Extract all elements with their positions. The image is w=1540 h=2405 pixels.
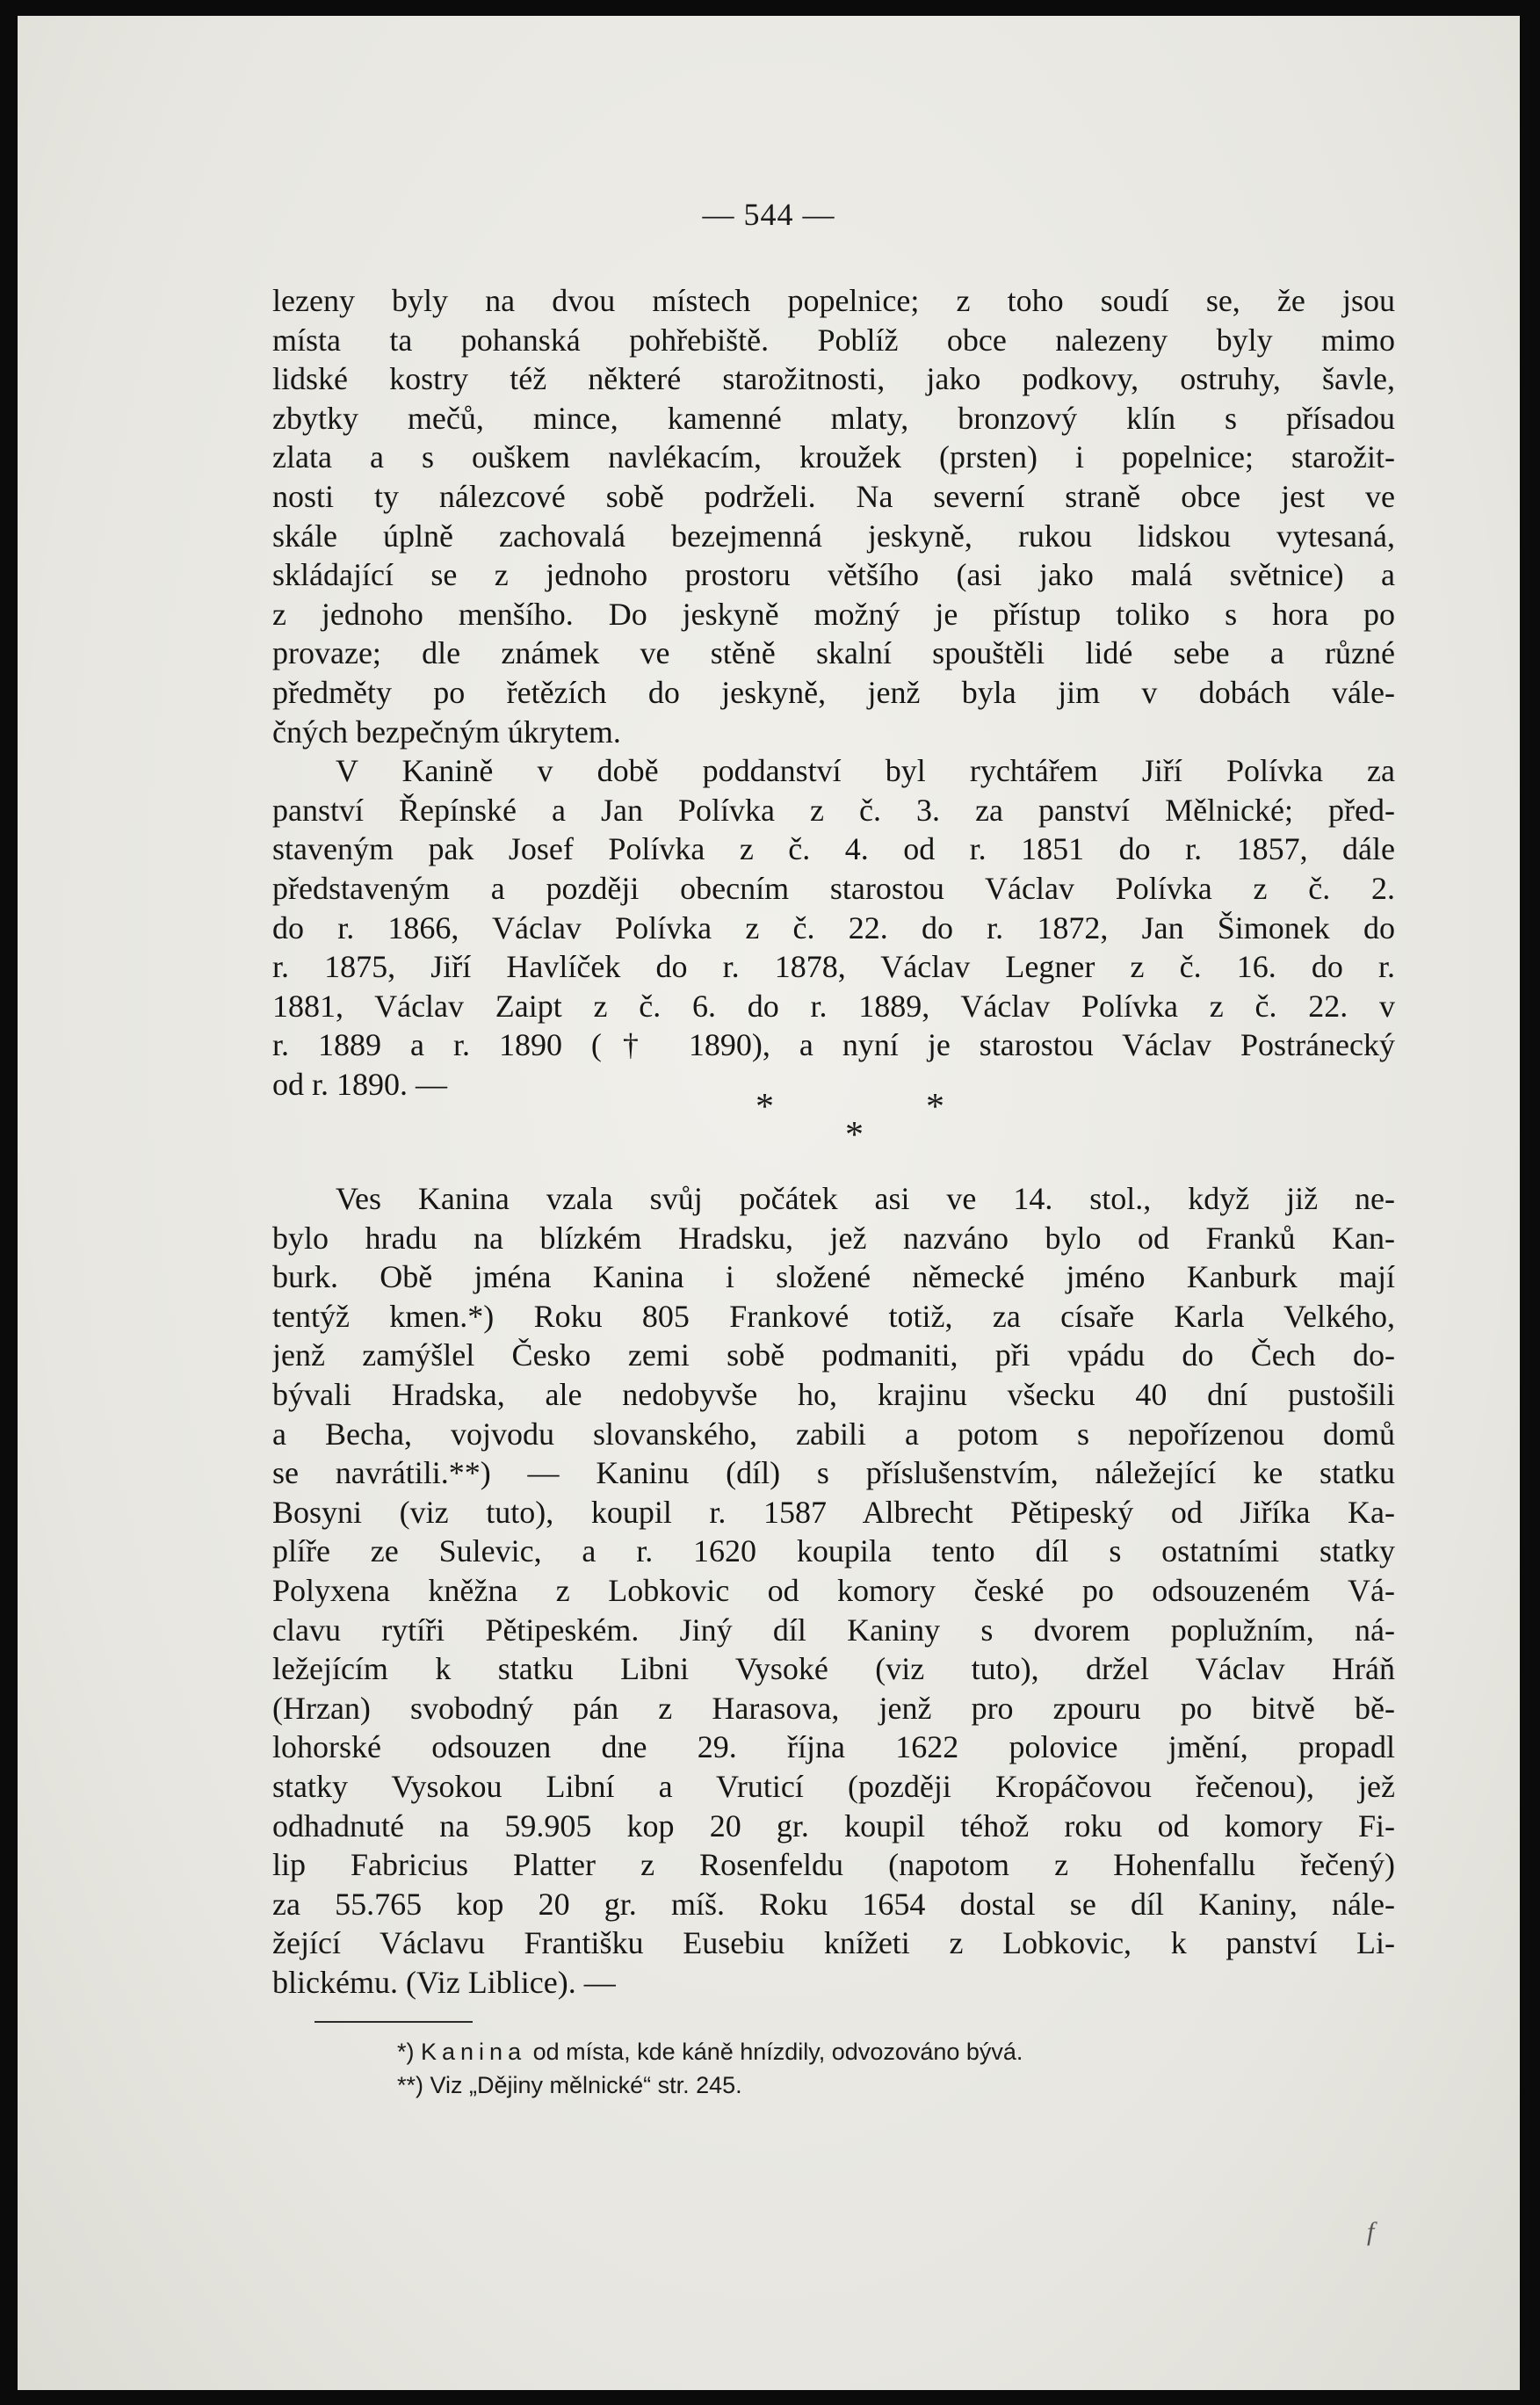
text-line: Bosyni (viz tuto), koupil r. 1587 Albrecht Pětipeský od Jiříka Ka- [272,1494,1395,1530]
text-line: V Kanině v době poddanství byl rychtářem Jiří Polívka za [336,753,1395,789]
footnote-1-word: Kanina [421,2039,527,2065]
text-line: za 55.765 kop 20 gr. míš. Roku 1654 dostal se díl Kaniny, nále- [272,1886,1395,1922]
text-line: lidské kostry též některé starožitnosti, jako podkovy, ostruhy, šavle, [272,361,1395,397]
footnote-1-text: od místa, kde káně hnízdily, odvozováno bývá. [532,2039,1023,2065]
text-line: skále úplně zachovalá bezejmenná jeskyně, rukou lidskou vytesaná, [272,518,1395,554]
text-line: r. 1875, Jiří Havlíček do r. 1878, Václav Legner z č. 16. do r. [272,949,1395,985]
margin-mark: f [1367,2217,1375,2246]
text-line: čných bezpečným úkrytem. [272,714,621,750]
text-line: Ves Kanina vzala svůj počátek asi ve 14. stol., když již ne- [336,1181,1395,1216]
asterisk: * [845,1115,864,1155]
text-line: clavu rytíři Pětipeském. Jiný díl Kaniny s dvorem poplužním, ná- [272,1612,1395,1648]
text-line: nosti ty nálezcové sobě podrželi. Na severní straně obce jest ve [272,478,1395,514]
text-line: lip Fabricius Platter z Rosenfeldu (napotom z Hohenfallu řečený) [272,1847,1395,1883]
text-line: z jednoho menšího. Do jeskyně možný je přístup toliko s hora po [272,596,1395,632]
text-line: zlata a s ouškem navlékacím, kroužek (prsten) i popelnice; starožit- [272,439,1395,475]
asterisk: * [926,1087,944,1127]
text-line: lohorské odsouzen dne 29. října 1622 polovice jmění, propadl [272,1729,1395,1765]
text-line: od r. 1890. — [272,1066,448,1102]
text-line: r. 1889 a r. 1890 († 1890), a nyní je starostou Václav Postránecký [272,1027,1395,1063]
text-line: do r. 1866, Václav Polívka z č. 22. do r. 1872, Jan Šimonek do [272,909,1395,945]
text-line: Polyxena kněžna z Lobkovic od komory české po odsouzeném Vá- [272,1572,1395,1608]
text-line: odhadnuté na 59.905 kop 20 gr. koupil téhož roku od komory Fi- [272,1807,1395,1844]
footnote-rule [315,2021,473,2023]
text-line: předměty po řetězích do jeskyně, jenž byla jim v dobách válе- [272,674,1395,710]
text-line: skládající se z jednoho prostoru většího (asi jako malá světnice) a [272,557,1395,593]
text-line: (Hrzan) svobodný pán z Harasova, jenž pro zpouru po bitvě bě- [272,1690,1395,1726]
text-line: lezeny byly na dvou místech popelnice; z toho soudí se, že jsou [272,283,1395,318]
text-line: blickému. (Viz Liblice). — [272,1964,616,2000]
text-line: jenž zamýšlel Česko zemi sobě podmaniti, při vpádu do Čech do- [272,1337,1395,1373]
text-line: a Becha, vojvodu slovanského, zabili a potom s nepořízenou domů [272,1416,1395,1452]
paragraph-origin [272,1179,1395,2002]
text-line: statky Vysokou Libní a Vruticí (později Kropáčovou řečenou), jež [272,1768,1395,1804]
asterisk: * [756,1087,774,1127]
text-line: burk. Obě jména Kanina i složené německé jméno Kanburk mají [272,1259,1395,1295]
text-line: staveným pak Josef Polívka z č. 4. od r. 1851 do r. 1857, dále [272,831,1395,867]
text-line: bývali Hradska, ale nedobyvše ho, krajinu všecku 40 dní pustošili [272,1376,1395,1412]
text-line: 1881, Václav Zaipt z č. 6. do r. 1889, Václav Polívka z č. 22. v [272,988,1395,1024]
footnotes [397,2035,1328,2102]
footnote-1-mark: *) [397,2039,415,2065]
text-line: tentýž kmen.*) Roku 805 Frankové totiž, za císaře Karla Velkého, [272,1298,1395,1334]
section-divider-asterisks [738,1086,966,1165]
text-line: panství Řepínské a Jan Polívka z č. 3. za panství Mělnické; před- [272,792,1395,828]
text-line: provaze; dle známek ve stěně skalní spouštěli lidé sebe a různé [272,635,1395,671]
document-page [18,16,1520,2390]
text-line: ležejícím k statku Libni Vysoké (viz tuto), držel Václav Hráň [272,1651,1395,1687]
footnote-1 [397,2035,1328,2068]
text-line: plíře ze Sulevic, a r. 1620 koupila tento díl s ostatními statky [272,1533,1395,1569]
text-line: představeným a později obecním starostou Václav Polívka z č. 2. [272,870,1395,906]
page-number: — 544 — [702,197,835,232]
footnote-2: **) Viz „Dějiny mělnické“ str. 245. [397,2072,742,2098]
text-line: žející Václavu Františku Eusebiu knížeti z Lobkovic, k panství Li- [272,1925,1395,1961]
paragraph-history [272,281,1395,1104]
text-line: místa ta pohanská pohřebiště. Poblíž obce nalezeny byly mimo [272,322,1395,358]
text-line: zbytky mečů, mince, kamenné mlaty, bronzový klín s přísadou [272,400,1395,436]
text-line: se navrátili.**) — Kaninu (díl) s příslušenstvím, náležející ke statku [272,1455,1395,1491]
text-line: bylo hradu na blízkém Hradsku, jež nazváno bylo od Franků Kan- [272,1220,1395,1256]
